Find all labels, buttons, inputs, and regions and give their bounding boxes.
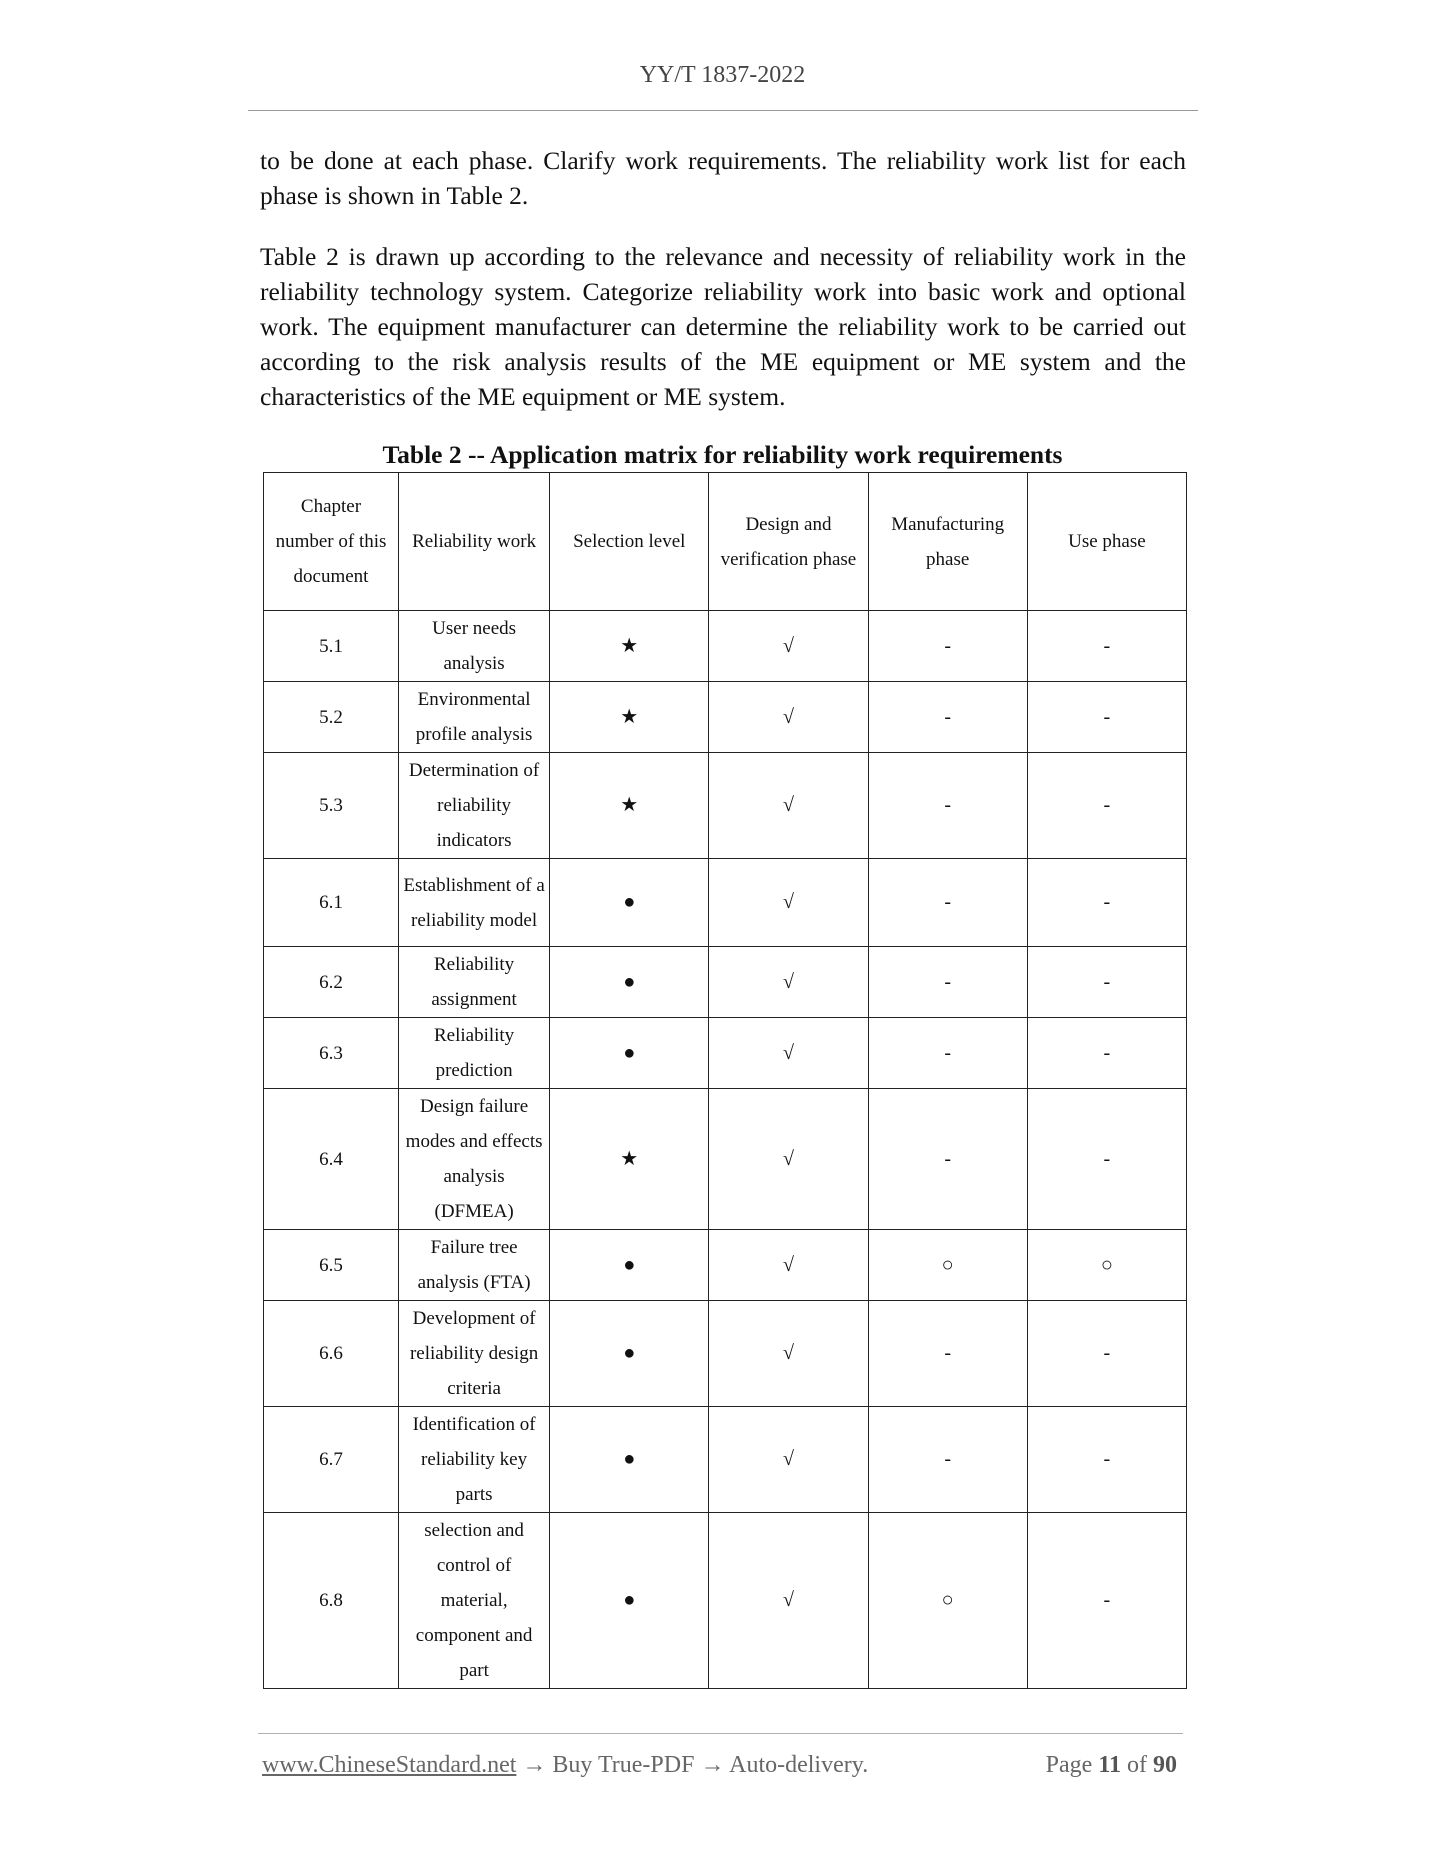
chapter-cell: 5.2 [264,682,399,753]
design-cell: √ [709,1089,868,1230]
footer-tagline: → Buy True-PDF → Auto-delivery. [516,1752,869,1778]
table-header-row [264,473,1187,611]
header-design-verification: Design and verification phase [709,473,868,611]
body-paragraph-1: to be done at each phase. Clarify work requirements. The reliability work list for each phase is shown in Table 2. [260,146,1186,210]
use-cell: - [1027,682,1186,753]
work-cell: Determination of reliability indicators [399,753,550,859]
use-cell: - [1027,859,1186,947]
use-cell: - [1027,753,1186,859]
chapter-cell: 6.5 [264,1230,399,1301]
use-cell: - [1027,1301,1186,1407]
table-row [264,1301,1187,1407]
table-row [264,611,1187,682]
header-selection-level: Selection level [550,473,709,611]
chapter-cell: 6.8 [264,1513,399,1689]
selection-cell: ● [550,1407,709,1513]
table-row [264,753,1187,859]
work-cell: Development of reliability design criteria [399,1301,550,1407]
table-row [264,859,1187,947]
header-chapter: Chapter number of this document [264,473,399,611]
selection-cell: ● [550,1513,709,1689]
footer-divider [258,1733,1183,1734]
table-row [264,1230,1187,1301]
selection-cell: ● [550,1230,709,1301]
use-cell: - [1027,947,1186,1018]
chapter-cell: 6.4 [264,1089,399,1230]
work-cell: Design failure modes and effects analysis (DFMEA) [399,1089,550,1230]
of-label: of [1127,1752,1147,1778]
design-cell: √ [709,1513,868,1689]
table-row [264,1018,1187,1089]
chapter-cell: 6.3 [264,1018,399,1089]
design-cell: √ [709,682,868,753]
manufacturing-cell: - [868,1407,1027,1513]
manufacturing-cell: - [868,1018,1027,1089]
manufacturing-cell: - [868,859,1027,947]
table-row [264,1407,1187,1513]
selection-cell: ★ [550,753,709,859]
selection-cell: ★ [550,1089,709,1230]
manufacturing-cell: - [868,682,1027,753]
body-paragraph-2: Table 2 is drawn up according to the relevance and necessity of reliability work in the reliability technology system. Categorize reliability work into basic work and optional work. The equipment manufacturer can determine the reliability work to be carried out according to the risk analysis results of the ME equipment or ME system and the characteristics of the ME equipment or ME system. [260,242,1186,411]
selection-cell: ● [550,859,709,947]
page-label: Page [1045,1752,1093,1778]
manufacturing-cell: - [868,1301,1027,1407]
selection-cell: ● [550,1301,709,1407]
design-cell: √ [709,753,868,859]
design-cell: √ [709,1301,868,1407]
selection-cell: ● [550,947,709,1018]
table-row [264,682,1187,753]
chapter-cell: 6.6 [264,1301,399,1407]
header-reliability-work: Reliability work [399,473,550,611]
work-cell: selection and control of material, component and part [399,1513,550,1689]
design-cell: √ [709,1230,868,1301]
footer-promo [262,1752,868,1779]
chapter-cell: 5.3 [264,753,399,859]
table-row [264,947,1187,1018]
work-cell: Establishment of a reliability model [399,859,550,947]
work-cell: Environmental profile analysis [399,682,550,753]
selection-cell: ● [550,1018,709,1089]
design-cell: √ [709,859,868,947]
current-page: 11 [1098,1752,1121,1778]
manufacturing-cell: - [868,1089,1027,1230]
work-cell: Reliability prediction [399,1018,550,1089]
total-pages: 90 [1153,1752,1177,1778]
chapter-cell: 6.7 [264,1407,399,1513]
table-row [264,1513,1187,1689]
use-cell: - [1027,1407,1186,1513]
design-cell: √ [709,1018,868,1089]
selection-cell: ★ [550,682,709,753]
use-cell: ○ [1027,1230,1186,1301]
use-cell: - [1027,1018,1186,1089]
page-header-title: YY/T 1837-2022 [639,62,806,88]
chapter-cell: 6.2 [264,947,399,1018]
table-caption: Table 2 -- Application matrix for reliability work requirements [382,440,1063,469]
work-cell: User needs analysis [399,611,550,682]
table-row [264,1089,1187,1230]
design-cell: √ [709,947,868,1018]
design-cell: √ [709,1407,868,1513]
work-cell: Reliability assignment [399,947,550,1018]
site-link[interactable]: www.ChineseStandard.net [262,1752,517,1778]
work-cell: Failure tree analysis (FTA) [399,1230,550,1301]
reliability-matrix-table [263,472,1187,1689]
manufacturing-cell: ○ [868,1230,1027,1301]
selection-cell: ★ [550,611,709,682]
use-cell: - [1027,1513,1186,1689]
header-use-phase: Use phase [1027,473,1186,611]
work-cell: Identification of reliability key parts [399,1407,550,1513]
design-cell: √ [709,611,868,682]
use-cell: - [1027,1089,1186,1230]
header-manufacturing: Manufacturing phase [868,473,1027,611]
page-number [1046,1752,1177,1779]
manufacturing-cell: ○ [868,1513,1027,1689]
manufacturing-cell: - [868,753,1027,859]
chapter-cell: 6.1 [264,859,399,947]
chapter-cell: 5.1 [264,611,399,682]
manufacturing-cell: - [868,947,1027,1018]
manufacturing-cell: - [868,611,1027,682]
header-divider [248,110,1198,111]
use-cell: - [1027,611,1186,682]
